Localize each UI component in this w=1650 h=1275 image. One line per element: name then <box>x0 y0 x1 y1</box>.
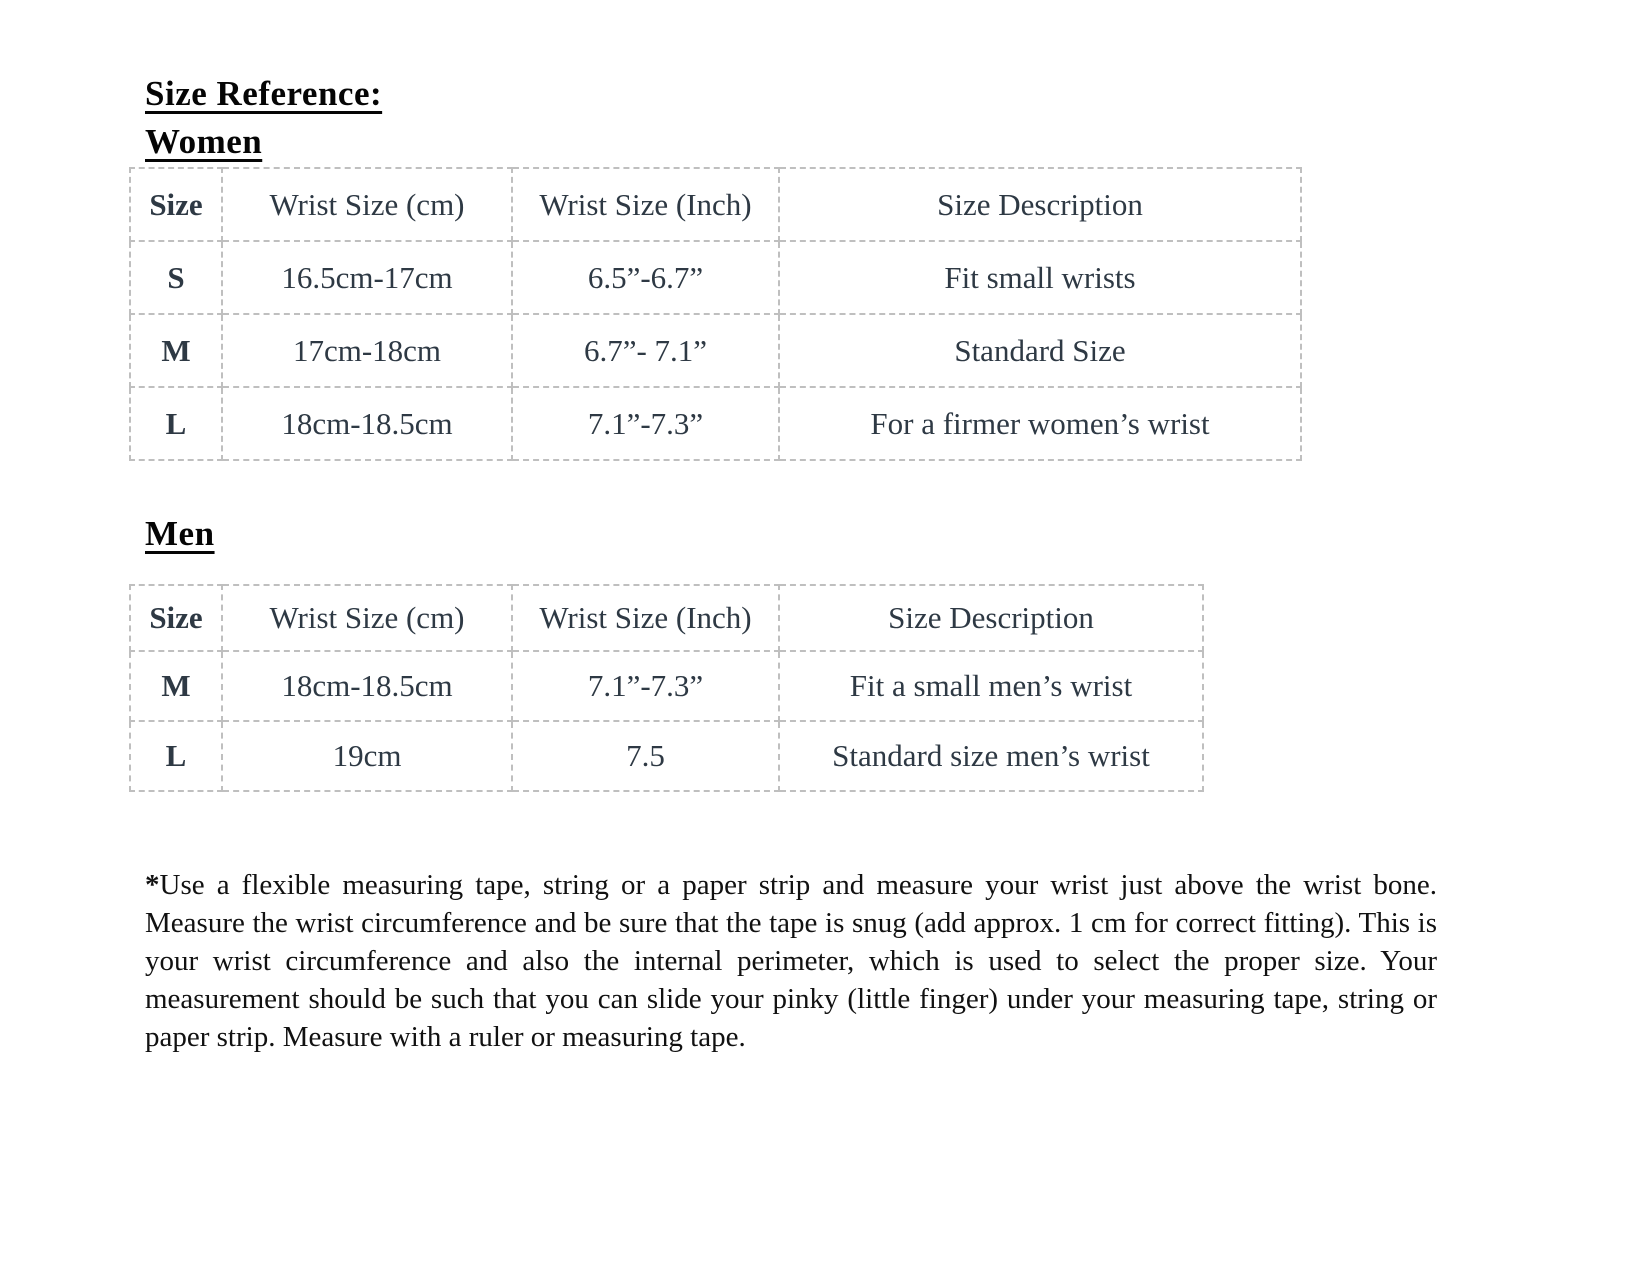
measurement-instructions <box>145 866 1437 1056</box>
women-table-row-s <box>130 241 1301 314</box>
men-m-wrist-inch: 7.1”-7.3” <box>512 651 779 721</box>
men-section-heading: Men <box>145 514 215 553</box>
women-l-wrist-cm: 18cm-18.5cm <box>222 387 512 460</box>
women-section-heading: Women <box>145 122 263 161</box>
women-size-l: L <box>130 387 222 460</box>
men-table-row-m <box>130 651 1203 721</box>
men-table-row-l <box>130 721 1203 791</box>
men-table-header-row <box>130 585 1203 651</box>
footnote-asterisk: * <box>145 869 160 901</box>
women-table-header-row <box>130 168 1301 241</box>
men-col-header-description: Size Description <box>779 585 1203 651</box>
men-size-m: M <box>130 651 222 721</box>
men-size-table <box>129 584 1204 792</box>
women-table-row-m <box>130 314 1301 387</box>
women-col-header-wrist-inch: Wrist Size (Inch) <box>512 168 779 241</box>
men-l-description: Standard size men’s wrist <box>779 721 1203 791</box>
women-s-description: Fit small wrists <box>779 241 1301 314</box>
women-col-header-size: Size <box>130 168 222 241</box>
men-l-wrist-inch: 7.5 <box>512 721 779 791</box>
women-m-description: Standard Size <box>779 314 1301 387</box>
men-l-wrist-cm: 19cm <box>222 721 512 791</box>
page-title: Size Reference: <box>145 74 383 113</box>
footnote-text: Use a flexible measuring tape, string or a paper strip and measure your wrist just above the wrist bone. Measure the wrist circumference and be sure that the tape is snug (add approx. 1 cm for correct fitting). This is your wrist circumference and also the internal perimeter, which is used to select the proper size. Your measurement should be such that you can slide your pinky (little finger) under your measuring tape, string or paper strip. Measure with a ruler or measuring tape. <box>145 869 1437 1053</box>
women-size-s: S <box>130 241 222 314</box>
men-col-header-wrist-cm: Wrist Size (cm) <box>222 585 512 651</box>
women-l-wrist-inch: 7.1”-7.3” <box>512 387 779 460</box>
women-table-row-l <box>130 387 1301 460</box>
men-size-l: L <box>130 721 222 791</box>
women-size-m: M <box>130 314 222 387</box>
men-col-header-size: Size <box>130 585 222 651</box>
women-col-header-description: Size Description <box>779 168 1301 241</box>
women-l-description: For a firmer women’s wrist <box>779 387 1301 460</box>
women-s-wrist-inch: 6.5”-6.7” <box>512 241 779 314</box>
women-m-wrist-inch: 6.7”- 7.1” <box>512 314 779 387</box>
men-m-wrist-cm: 18cm-18.5cm <box>222 651 512 721</box>
women-col-header-wrist-cm: Wrist Size (cm) <box>222 168 512 241</box>
women-s-wrist-cm: 16.5cm-17cm <box>222 241 512 314</box>
men-m-description: Fit a small men’s wrist <box>779 651 1203 721</box>
women-size-table <box>129 167 1302 461</box>
men-col-header-wrist-inch: Wrist Size (Inch) <box>512 585 779 651</box>
women-m-wrist-cm: 17cm-18cm <box>222 314 512 387</box>
